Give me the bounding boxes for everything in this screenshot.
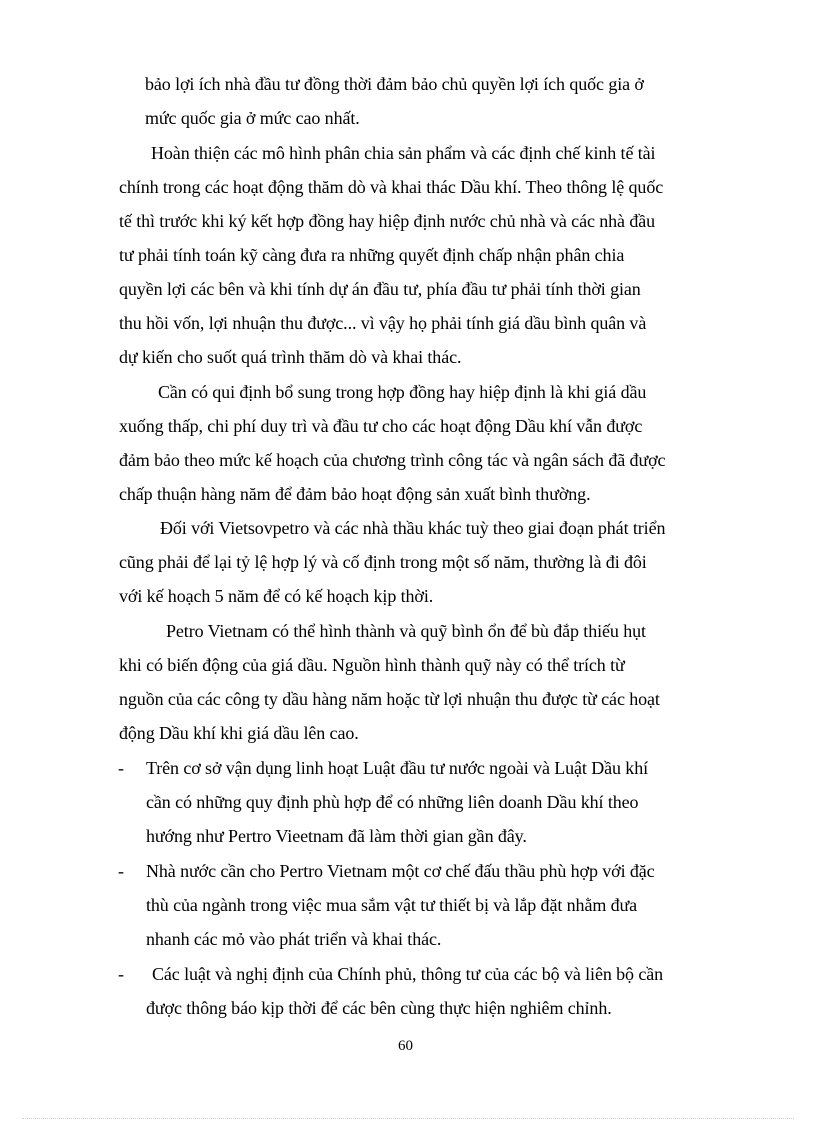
bullet-dash: - [118,758,124,778]
paragraph-line: tư phải tính toán kỹ càng đưa ra những quyết định chấp nhận phân chia [119,245,625,265]
paragraph-line: động Dầu khí khi giá dầu lên cao. [119,723,359,743]
paragraph-line: nguồn của các công ty dầu hàng năm hoặc từ lợi nhuận thu được từ các hoạt [119,689,660,709]
bullet-dash: - [118,964,124,984]
paragraph-line: Đối với Vietsovpetro và các nhà thầu khác tuỳ theo giai đoạn phát triển [160,518,666,538]
bullet-dash: - [118,861,124,881]
bullet-line: thù của ngành trong việc mua sắm vật tư thiết bị và lắp đặt nhằm đưa [146,895,638,915]
paragraph-line: quyền lợi các bên và khi tính dự án đầu tư, phía đầu tư phải tính thời gian [119,279,641,299]
paragraph-line: chấp thuận hàng năm để đảm bảo hoạt động sản xuất bình thường. [119,484,591,504]
paragraph-line: với kế hoạch 5 năm để có kế hoạch kịp thời. [119,586,434,606]
bullet-line: Nhà nước cần cho Pertro Vietnam một cơ chế đấu thầu phù hợp với đặc [146,861,655,881]
paragraph-line: tế thì trước khi ký kết hợp đồng hay hiệp định nước chủ nhà và các nhà đầu [119,211,656,231]
paragraph-line: mức quốc gia ở mức cao nhất. [145,108,360,128]
paragraph-line: đảm bảo theo mức kế hoạch của chương trình công tác và ngân sách đã được [119,450,666,470]
bullet-line: hướng như Pertro Vieetnam đã làm thời gian gần đây. [146,826,527,846]
paragraph-line: Petro Vietnam có thể hình thành và quỹ bình ổn để bù đắp thiếu hụt [166,621,646,641]
paragraph-line: dự kiến cho suốt quá trình thăm dò và khai thác. [119,347,462,367]
paragraph-line: Hoàn thiện các mô hình phân chia sản phẩm và các định chế kinh tế tài [151,143,656,163]
bullet-line: nhanh các mỏ vào phát triển và khai thác. [146,929,442,949]
paragraph-line: chính trong các hoạt động thăm dò và khai thác Dầu khí. Theo thông lệ quốc [119,177,664,197]
paragraph-line: bảo lợi ích nhà đầu tư đồng thời đảm bảo chủ quyền lợi ích quốc gia ở [145,74,644,94]
paragraph-line: thu hồi vốn, lợi nhuận thu được... vì vậy họ phải tính giá dầu bình quân và [119,313,647,333]
page-number: 60 [398,1038,413,1054]
page-bottom-rule [22,1118,794,1119]
bullet-line: cần có những quy định phù hợp để có những liên doanh Dầu khí theo [146,792,639,812]
paragraph-line: khi có biến động của giá dầu. Nguồn hình thành quỹ này có thể trích từ [119,655,625,675]
bullet-line: Các luật và nghị định của Chính phủ, thông tư của các bộ và liên bộ cần [152,964,664,984]
paragraph-line: Cần có qui định bổ sung trong hợp đồng hay hiệp định là khi giá dầu [158,382,647,402]
bullet-line: được thông báo kịp thời để các bên cùng thực hiện nghiêm chỉnh. [146,998,612,1018]
paragraph-line: xuống thấp, chi phí duy trì và đầu tư cho các hoạt động Dầu khí vẫn được [119,416,643,436]
paragraph-line: cũng phải để lại tỷ lệ hợp lý và cố định trong một số năm, thường là đi đôi [119,552,647,572]
bullet-line: Trên cơ sở vận dụng linh hoạt Luật đầu tư nước ngoài và Luật Dầu khí [146,758,649,778]
